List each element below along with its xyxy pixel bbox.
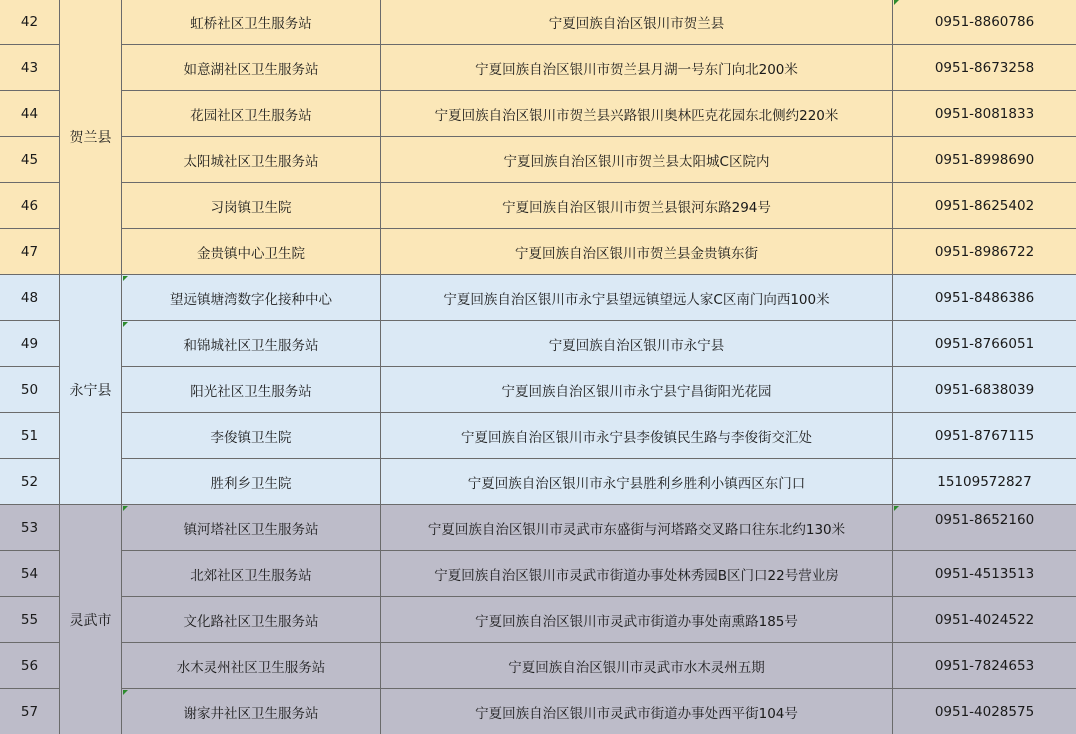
phone-cell[interactable] xyxy=(893,45,1076,91)
phone-text: 15109572827 xyxy=(937,473,1032,490)
site-name-cell[interactable]: 北郊社区卫生服务站 xyxy=(122,551,381,597)
phone-text: 0951-8625402 xyxy=(934,197,1035,214)
site-name-cell[interactable]: 和锦城社区卫生服务站 xyxy=(122,321,381,367)
phone-cell[interactable] xyxy=(893,0,1076,45)
phone-text: 0951-8652160 xyxy=(934,512,1035,528)
address-cell[interactable]: 宁夏回族自治区银川市永宁县胜利乡胜利小镇西区东门口 xyxy=(381,459,893,505)
site-name-cell[interactable]: 望远镇塘湾数字化接种中心 xyxy=(122,275,381,321)
table-row xyxy=(0,45,1076,91)
address-cell[interactable]: 宁夏回族自治区银川市灵武市水木灵州五期 xyxy=(381,643,893,689)
row-number-cell[interactable]: 56 xyxy=(0,643,60,689)
cell-marker-icon xyxy=(123,690,128,695)
row-number-cell[interactable]: 42 xyxy=(0,0,60,45)
phone-cell[interactable] xyxy=(893,597,1076,643)
site-name-cell[interactable]: 阳光社区卫生服务站 xyxy=(122,367,381,413)
table-row xyxy=(0,91,1076,137)
address-cell[interactable]: 宁夏回族自治区银川市贺兰县银河东路294号 xyxy=(381,183,893,229)
table-row xyxy=(0,551,1076,597)
table-row xyxy=(0,413,1076,459)
phone-text: 0951-8486386 xyxy=(934,289,1035,306)
address-cell[interactable]: 宁夏回族自治区银川市永宁县李俊镇民生路与李俊街交汇处 xyxy=(381,413,893,459)
phone-cell[interactable] xyxy=(893,137,1076,183)
cell-marker-icon xyxy=(123,506,128,511)
phone-text: 0951-4028575 xyxy=(934,703,1035,720)
table-row xyxy=(0,597,1076,643)
table-row xyxy=(0,183,1076,229)
row-number-cell[interactable]: 52 xyxy=(0,459,60,505)
row-number-cell[interactable]: 54 xyxy=(0,551,60,597)
phone-text: 0951-7824653 xyxy=(934,657,1035,674)
address-cell[interactable]: 宁夏回族自治区银川市永宁县望远镇望远人家C区南门向西100米 xyxy=(381,275,893,321)
table-row xyxy=(0,459,1076,505)
address-cell[interactable]: 宁夏回族自治区银川市贺兰县月湖一号东门向北200米 xyxy=(381,45,893,91)
address-cell[interactable]: 宁夏回族自治区银川市贺兰县金贵镇东街 xyxy=(381,229,893,275)
cell-marker-icon xyxy=(894,0,899,5)
row-number-cell[interactable]: 50 xyxy=(0,367,60,413)
address-cell[interactable]: 宁夏回族自治区银川市灵武市街道办事处西平街104号 xyxy=(381,689,893,734)
row-number-cell[interactable]: 45 xyxy=(0,137,60,183)
site-name-cell[interactable]: 谢家井社区卫生服务站 xyxy=(122,689,381,734)
phone-cell[interactable] xyxy=(893,91,1076,137)
phone-cell[interactable] xyxy=(893,183,1076,229)
phone-cell[interactable] xyxy=(893,689,1076,734)
table-row xyxy=(0,321,1076,367)
phone-cell[interactable] xyxy=(893,505,1076,551)
phone-cell[interactable] xyxy=(893,459,1076,505)
table-row xyxy=(0,643,1076,689)
site-name-cell[interactable]: 水木灵州社区卫生服务站 xyxy=(122,643,381,689)
row-number-cell[interactable]: 43 xyxy=(0,45,60,91)
table-row xyxy=(0,229,1076,275)
phone-text: 0951-8998690 xyxy=(934,151,1035,168)
cell-marker-icon xyxy=(894,506,899,511)
site-name-cell[interactable]: 文化路社区卫生服务站 xyxy=(122,597,381,643)
address-cell[interactable]: 宁夏回族自治区银川市灵武市东盛街与河塔路交叉路口往东北约130米 xyxy=(381,505,893,551)
site-name-cell[interactable]: 李俊镇卫生院 xyxy=(122,413,381,459)
address-cell[interactable]: 宁夏回族自治区银川市灵武市街道办事处林秀园B区门口22号营业房 xyxy=(381,551,893,597)
table-row xyxy=(0,689,1076,734)
phone-cell[interactable] xyxy=(893,413,1076,459)
address-cell[interactable]: 宁夏回族自治区银川市贺兰县 xyxy=(381,0,893,45)
phone-text: 0951-4024522 xyxy=(934,611,1035,628)
site-name-cell[interactable]: 花园社区卫生服务站 xyxy=(122,91,381,137)
phone-cell[interactable] xyxy=(893,643,1076,689)
phone-text: 0951-8081833 xyxy=(934,105,1035,122)
site-name-cell[interactable]: 习岗镇卫生院 xyxy=(122,183,381,229)
row-number-cell[interactable]: 51 xyxy=(0,413,60,459)
phone-text: 0951-8673258 xyxy=(934,59,1035,76)
phone-cell[interactable] xyxy=(893,275,1076,321)
district-cell[interactable]: 永宁县 xyxy=(60,275,122,505)
address-cell[interactable]: 宁夏回族自治区银川市贺兰县兴路银川奥林匹克花园东北侧约220米 xyxy=(381,91,893,137)
site-name-cell[interactable]: 胜利乡卫生院 xyxy=(122,459,381,505)
address-cell[interactable]: 宁夏回族自治区银川市永宁县 xyxy=(381,321,893,367)
phone-cell[interactable] xyxy=(893,229,1076,275)
cell-marker-icon xyxy=(123,322,128,327)
address-cell[interactable]: 宁夏回族自治区银川市永宁县宁昌街阳光花园 xyxy=(381,367,893,413)
phone-text: 0951-8986722 xyxy=(934,243,1035,260)
table-row xyxy=(0,505,1076,551)
row-number-cell[interactable]: 57 xyxy=(0,689,60,734)
address-cell[interactable]: 宁夏回族自治区银川市贺兰县太阳城C区院内 xyxy=(381,137,893,183)
site-name-cell[interactable]: 如意湖社区卫生服务站 xyxy=(122,45,381,91)
row-number-cell[interactable]: 48 xyxy=(0,275,60,321)
table-row xyxy=(0,367,1076,413)
phone-text: 0951-6838039 xyxy=(934,381,1035,398)
table-row xyxy=(0,0,1076,45)
table-row xyxy=(0,275,1076,321)
phone-text: 0951-8860786 xyxy=(934,13,1035,30)
site-name-cell[interactable]: 虹桥社区卫生服务站 xyxy=(122,0,381,45)
phone-text: 0951-4513513 xyxy=(934,565,1035,582)
phone-cell[interactable] xyxy=(893,551,1076,597)
district-cell[interactable]: 贺兰县 xyxy=(60,0,122,275)
phone-cell[interactable] xyxy=(893,367,1076,413)
row-number-cell[interactable]: 55 xyxy=(0,597,60,643)
row-number-cell[interactable]: 53 xyxy=(0,505,60,551)
site-name-cell[interactable]: 镇河塔社区卫生服务站 xyxy=(122,505,381,551)
address-cell[interactable]: 宁夏回族自治区银川市灵武市街道办事处南熏路185号 xyxy=(381,597,893,643)
phone-cell[interactable] xyxy=(893,321,1076,367)
site-name-cell[interactable]: 太阳城社区卫生服务站 xyxy=(122,137,381,183)
district-cell[interactable]: 灵武市 xyxy=(60,505,122,734)
phone-text: 0951-8766051 xyxy=(934,335,1035,352)
cell-marker-icon xyxy=(123,276,128,281)
site-name-cell[interactable]: 金贵镇中心卫生院 xyxy=(122,229,381,275)
row-number-cell[interactable]: 44 xyxy=(0,91,60,137)
phone-text: 0951-8767115 xyxy=(934,427,1035,444)
row-number-cell[interactable]: 46 xyxy=(0,183,60,229)
row-number-cell[interactable]: 47 xyxy=(0,229,60,275)
row-number-cell[interactable]: 49 xyxy=(0,321,60,367)
table-row xyxy=(0,137,1076,183)
